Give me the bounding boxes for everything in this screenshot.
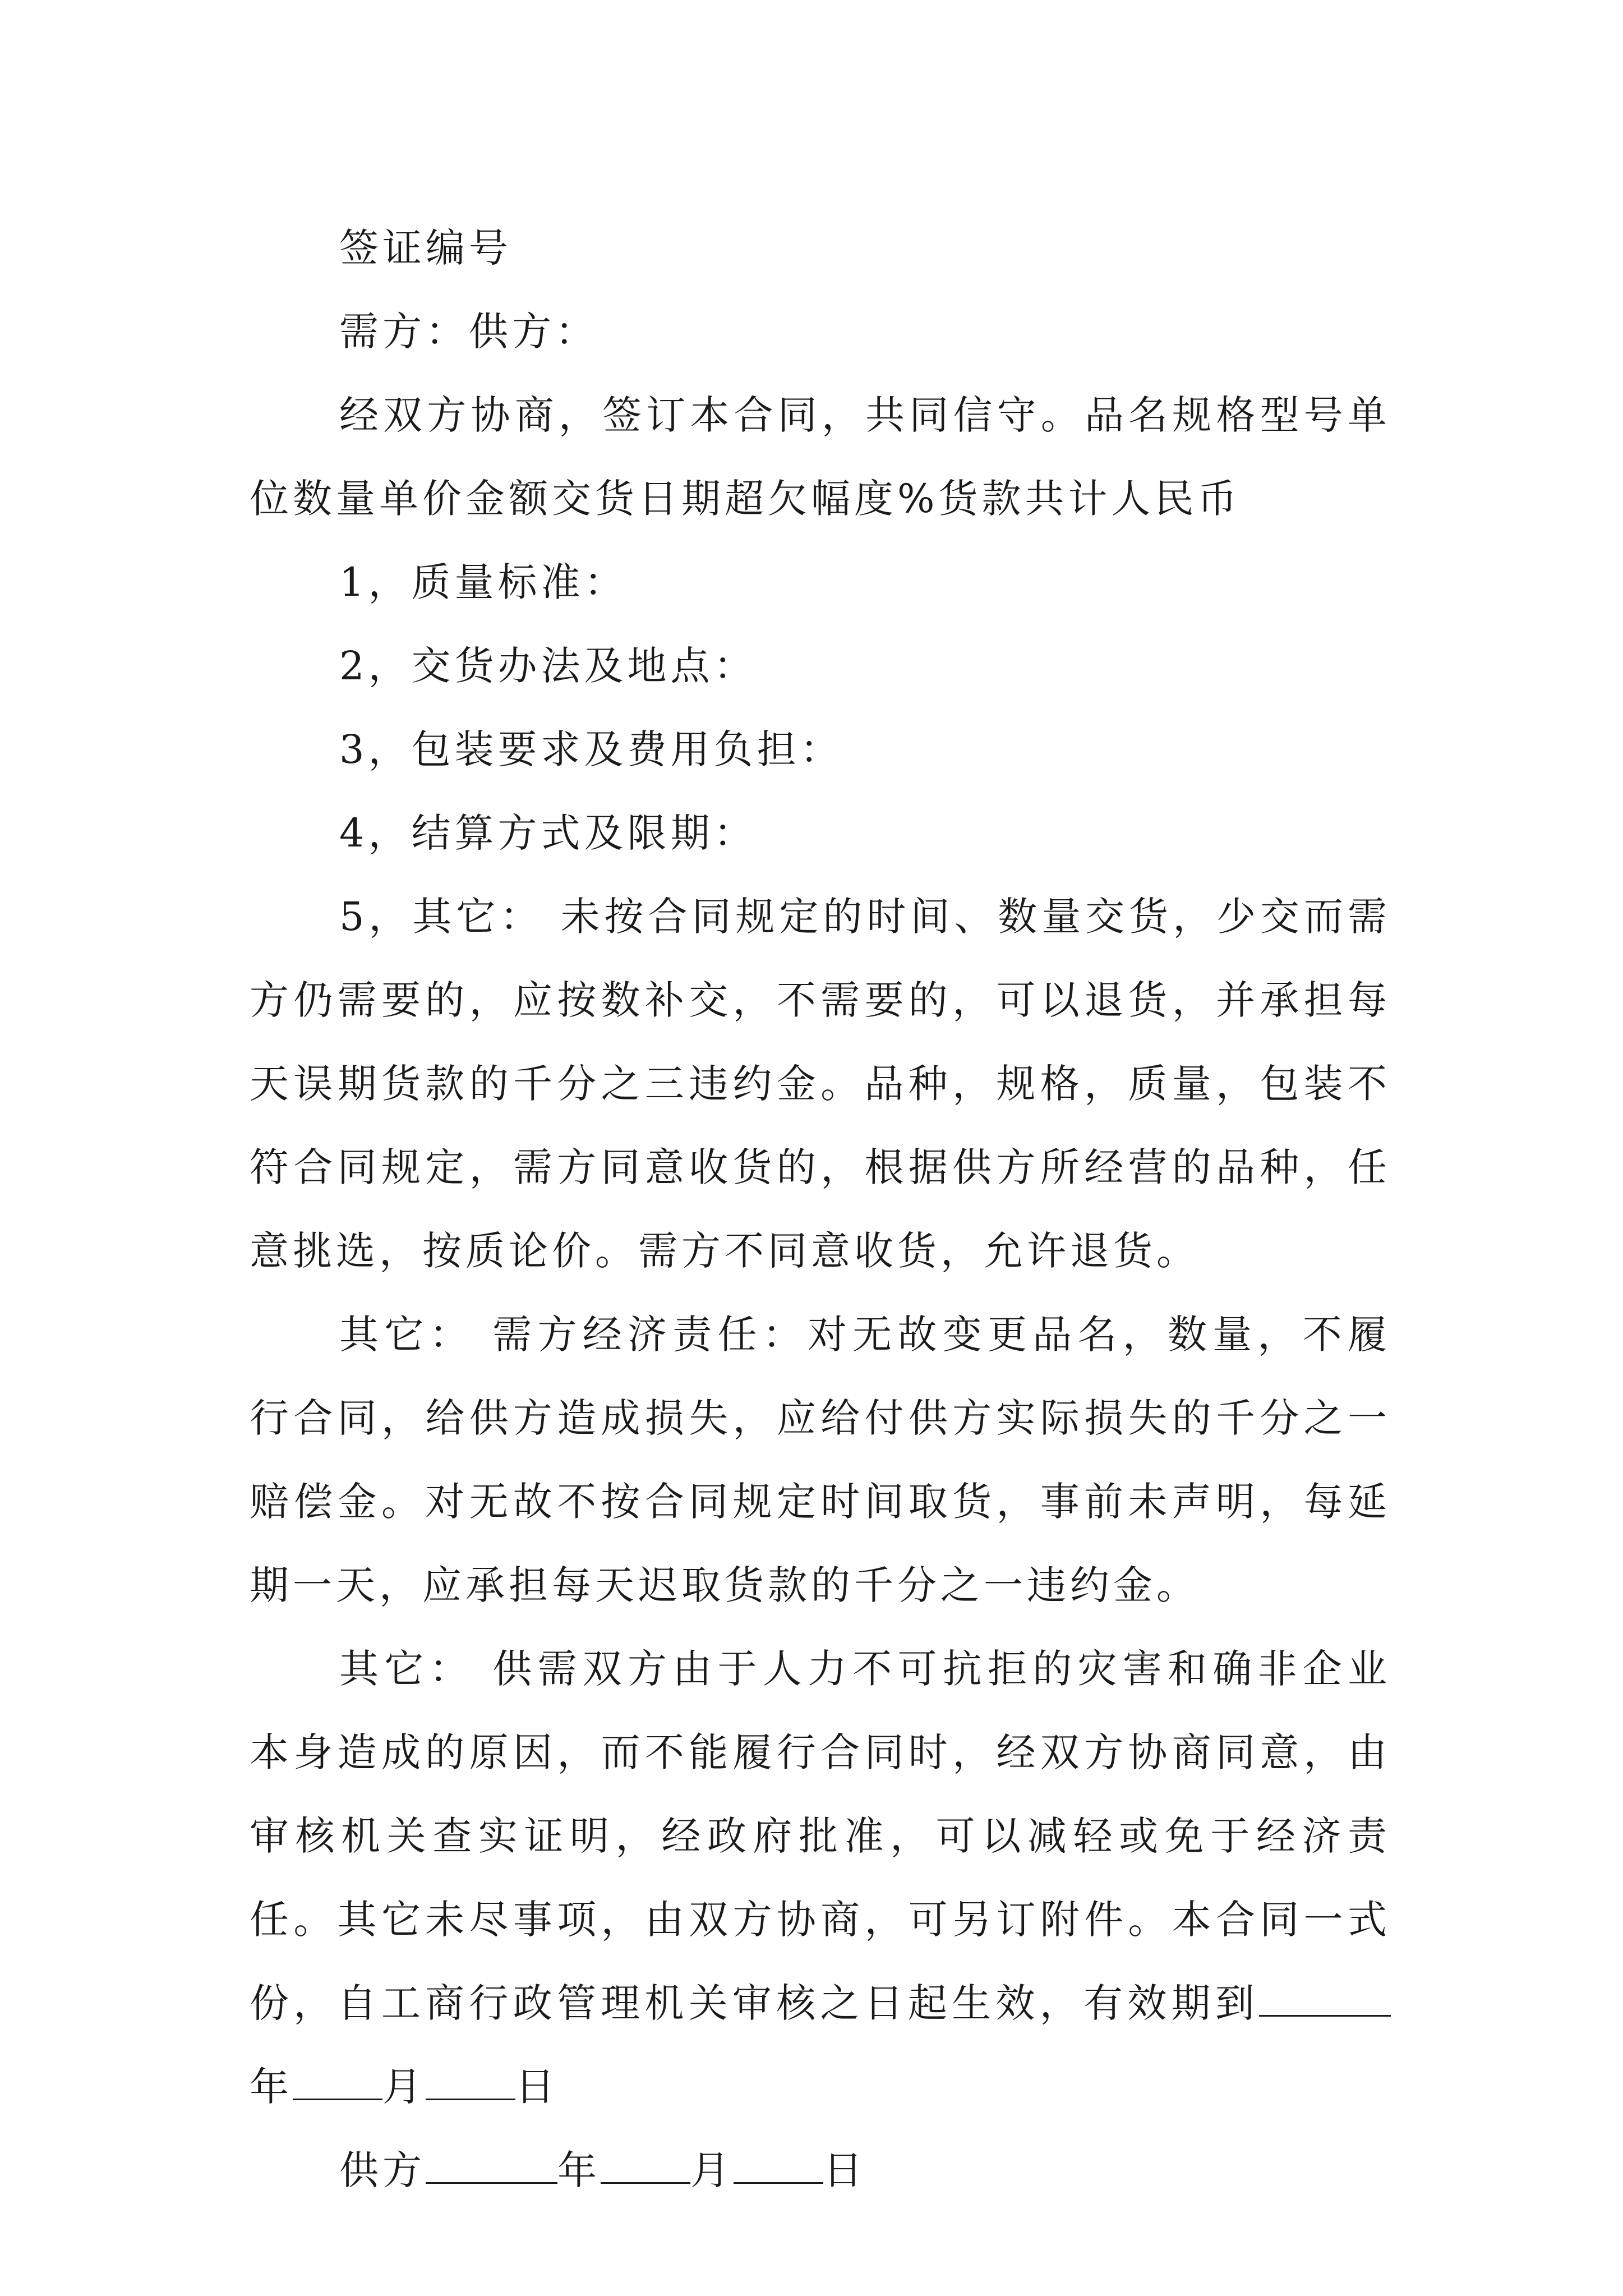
intro-paragraph: 经双方协商，签订本合同，共同信守。品名规格型号单位数量单价金额交货日期超欠幅度%货款共计人民币 [250,392,1391,522]
validity-year-unit: 年 [250,2064,293,2110]
clause-packaging: 3，包装要求及费用负担： [339,726,843,772]
supplier-month-unit: 月 [690,2147,734,2193]
supplier-day-unit: 日 [823,2147,866,2193]
validity-month-blank [293,2059,382,2100]
supplier-year-unit: 年 [557,2147,601,2193]
validity-year-blank [1259,1976,1391,2017]
validity-month-unit: 月 [382,2064,426,2110]
clause-settlement: 4，结算方式及限期： [339,810,757,856]
clause-other-delivery: 5，其它： 未按合同规定的时间、数量交货，少交而需方仍需要的，应按数补交，不需要的，可以退货，并承担每天误期货款的千分之三违约金。品种，规格，质量，包装不符合同规定，需方同意收货的，根据供方所经营的品种，任意挑选，按质论价。需方不同意收货，允许退货。 [250,894,1391,1274]
supplier-month-blank [601,2143,690,2184]
parties-line: 需方：供方： [339,309,598,355]
supplier-signature-line [250,2129,1391,2212]
clause-delivery-method: 2，交货办法及地点： [339,643,757,689]
validity-day-unit: 日 [515,2064,559,2110]
supplier-year-blank [426,2143,557,2184]
supplier-label: 供方 [339,2147,426,2193]
clause-buyer-liability: 其它： 需方经济责任：对无故变更品名，数量，不履行合同，给供方造成损失，应给付供方实际损失的千分之一赔偿金。对无故不按合同规定时间取货，事前未声明，每延期一天，应承担每天迟取货款的千分之一违约金。 [250,1312,1391,1608]
clause-quality-standard: 1，质量标准： [339,559,628,605]
force-majeure-text: 其它： 供需双方由于人力不可抗拒的灾害和确非企业本身造成的原因，而不能履行合同时，经双方协商同意，由审核机关查实证明，经政府批准，可以减轻或免于经济责任。其它未尽事项，由双方协商，可另订附件。本合同一式份，自工商行政管理机关审核之日起生效，有效期到 [250,1646,1391,2026]
clause-force-majeure [250,1627,1391,2129]
supplier-day-blank [734,2143,823,2184]
validity-day-blank [426,2059,515,2100]
visa-number-label: 签证编号 [339,225,512,271]
contract-body [250,206,1391,2212]
